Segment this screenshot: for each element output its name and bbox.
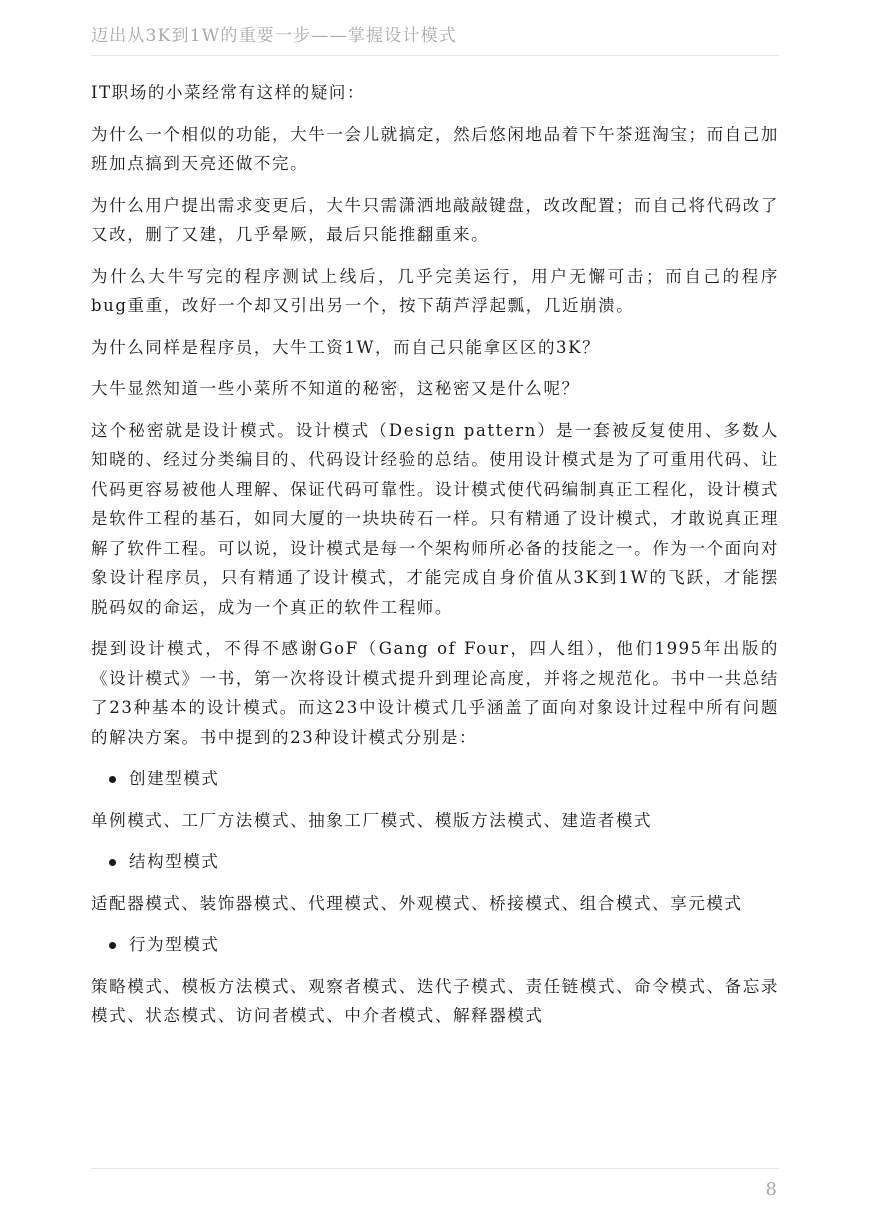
paragraph-intro: IT职场的小菜经常有这样的疑问： — [91, 83, 366, 102]
bullet-dot-icon — [109, 859, 116, 866]
paragraph-question-1: 为什么一个相似的功能，大牛一会儿就搞定，然后悠闲地品着下午茶逛淘宝；而自己加班加点搞到天亮还做不完。 — [91, 124, 779, 173]
bullet-behavioral — [91, 930, 779, 960]
paragraph-question-4: 为什么同样是程序员，大牛工资1W，而自己只能拿区区的3K？ — [91, 337, 601, 357]
paragraph-design-pattern-definition: 这个秘密就是设计模式。设计模式（Design pattern）是一套被反复使用、多数人知晓的、经过分类编目的、代码设计经验的总结。使用设计模式是为了可重用代码、让代码更容易被他人理解、保证代码可靠性。设计模式使代码编制真正工程化，设计模式是软件工程的基石，如同大厦的一块块砖石一样。只有精通了设计模式，才敢说真正理解了软件工程。可以说，设计模式是每一个架构师所必备的技能之一。作为一个面向对象设计程序员，只有精通了设计模式，才能完成自身价值从3K到1W的飞跃，才能摆脱码奴的命运，成为一个真正的软件工程师。 — [91, 420, 779, 617]
paragraph-secret: 大牛显然知道一些小菜所不知道的秘密，这秘密又是什么呢？ — [91, 379, 580, 398]
page-header — [91, 18, 779, 56]
bullet-dot-icon — [109, 942, 116, 949]
bullet-creational — [91, 764, 779, 794]
paragraph-question-2: 为什么用户提出需求变更后，大牛只需潇洒地敲敲键盘，改改配置；而自己将代码改了又改，删了又建，几乎晕厥，最后只能推翻重来。 — [91, 195, 779, 244]
bullet-dot-icon — [109, 776, 116, 783]
page-number: 8 — [765, 1179, 777, 1200]
creational-patterns-list: 单例模式、工厂方法模式、抽象工厂模式、模版方法模式、建造者模式 — [91, 810, 653, 830]
paragraph-gof: 提到设计模式，不得不感谢GoF（Gang of Four，四人组），他们1995年出版的《设计模式》一书，第一次将设计模式提升到理论高度，并将之规范化。书中一共总结了23种基本的设计模式。而这23中设计模式几乎涵盖了面向对象设计过程中所有问题的解决方案。书中提到的23种设计模式分别是： — [91, 639, 779, 747]
document-body — [91, 78, 779, 1043]
behavioral-patterns-list: 策略模式、模板方法模式、观察者模式、迭代子模式、责任链模式、命令模式、备忘录模式、状态模式、访问者模式、中介者模式、解释器模式 — [91, 976, 779, 1025]
bullet-structural — [91, 847, 779, 877]
bullet-label: 行为型模式 — [129, 935, 220, 954]
bullet-label: 结构型模式 — [129, 852, 220, 871]
bullet-label: 创建型模式 — [129, 769, 220, 788]
running-header-title: 迈出从3K到1W的重要一步——掌握设计模式 — [91, 26, 458, 46]
structural-patterns-list: 适配器模式、装饰器模式、代理模式、外观模式、桥接模式、组合模式、享元模式 — [91, 893, 743, 913]
page-footer — [91, 1168, 779, 1200]
paragraph-question-3: 为什么大牛写完的程序测试上线后，几乎完美运行，用户无懈可击；而自己的程序bug重重，改好一个却又引出另一个，按下葫芦浮起瓢，几近崩溃。 — [91, 266, 779, 315]
